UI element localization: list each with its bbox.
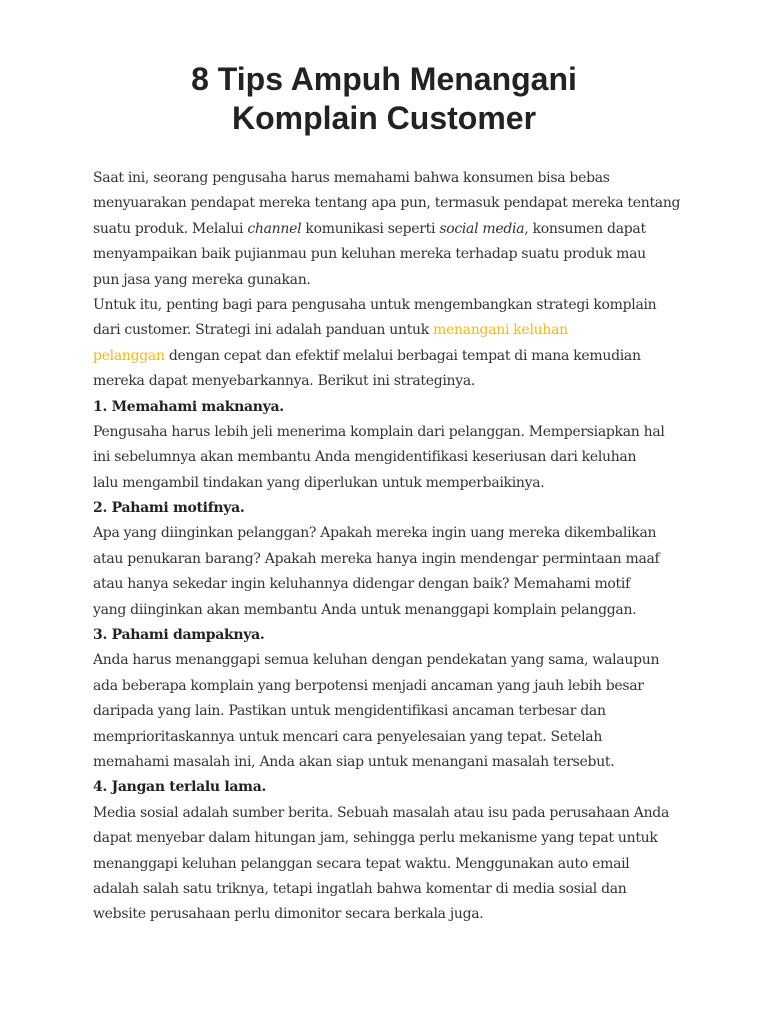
link-menangani-keluhan[interactable]: menangani keluhan	[433, 322, 568, 339]
text-line: memahami masalah ini, Anda akan siap untuk menangani masalah tersebut.	[93, 753, 615, 770]
text-line: website perusahaan perlu dimonitor secara berkala juga.	[93, 906, 484, 923]
text-line: Untuk itu, penting bagi para pengusaha untuk mengembangkan strategi komplain	[93, 296, 657, 313]
text-line: Anda harus menanggapi semua keluhan dengan pendekatan yang sama, walaupun	[93, 652, 660, 669]
text-line: atau hanya sekedar ingin keluhannya didengar dengan baik? Memahami motif	[93, 576, 630, 593]
tip-section	[93, 775, 693, 927]
title-line-1: 8 Tips Ampuh Menangani	[191, 61, 577, 97]
text-line: menyuarakan pendapat mereka tentang apa pun, termasuk pendapat mereka tentang	[93, 195, 681, 212]
link-pelanggan[interactable]: pelanggan	[93, 347, 165, 364]
text-line: menyampaikan baik pujianmau pun keluhan mereka terhadap suatu produk mau	[93, 246, 646, 263]
text-line: ada beberapa komplain yang berpotensi menjadi ancaman yang jauh lebih besar	[93, 677, 644, 694]
text-line	[93, 344, 693, 369]
text-line: memprioritaskannya untuk mencari cara penyelesaian yang tepat. Setelah	[93, 728, 603, 745]
text-line	[93, 318, 693, 343]
text-line: ini sebelumnya akan membantu Anda mengidentifikasi keseriusan dari keluhan	[93, 449, 637, 466]
emphasis-social-media: social media	[439, 220, 525, 237]
text-line: pun jasa yang mereka gunakan.	[93, 271, 311, 288]
intro-paragraph	[93, 166, 693, 293]
page-title	[92, 60, 676, 138]
text-segment: suatu produk. Melalui	[93, 220, 248, 237]
text-line: yang diinginkan akan membantu Anda untuk menanggapi komplain pelanggan.	[93, 601, 637, 618]
strategy-paragraph	[93, 293, 693, 395]
tip-section	[93, 496, 693, 623]
tip-section	[93, 623, 693, 775]
tip-section	[93, 395, 693, 497]
text-line: Pengusaha harus lebih jeli menerima komplain dari pelanggan. Mempersiapkan hal	[93, 423, 665, 440]
emphasis-channel: channel	[247, 220, 302, 237]
text-segment: dengan cepat dan efektif melalui berbagai tempat di mana kemudian	[164, 347, 641, 364]
text-line: Media sosial adalah sumber berita. Sebuah masalah atau isu pada perusahaan Anda	[93, 804, 670, 821]
tip-heading: 2. Pahami motifnya.	[93, 500, 245, 517]
text-line	[93, 217, 693, 242]
text-line: atau penukaran barang? Apakah mereka hanya ingin mendengar permintaan maaf	[93, 550, 660, 567]
title-line-2: Komplain Customer	[231, 100, 537, 136]
text-line: adalah salah satu triknya, tetapi ingatlah bahwa komentar di media sosial dan	[93, 880, 627, 897]
text-line: Saat ini, seorang pengusaha harus memahami bahwa konsumen bisa bebas	[93, 170, 610, 186]
text-line: mereka dapat menyebarkannya. Berikut ini strateginya.	[93, 373, 476, 390]
text-line: menanggapi keluhan pelanggan secara tepat waktu. Menggunakan auto email	[93, 855, 630, 872]
text-line: dapat menyebar dalam hitungan jam, sehingga perlu mekanisme yang tepat untuk	[93, 830, 658, 847]
tip-heading: 1. Memahami maknanya.	[93, 398, 284, 415]
tip-heading: 3. Pahami dampaknya.	[93, 627, 265, 644]
tip-heading: 4. Jangan terlalu lama.	[93, 779, 267, 796]
text-segment: komunikasi seperti	[301, 220, 440, 237]
text-line: daripada yang lain. Pastikan untuk mengidentifikasi ancaman terbesar dan	[93, 703, 606, 720]
article-body	[93, 166, 693, 928]
text-line: lalu mengambil tindakan yang diperlukan untuk memperbaikinya.	[93, 474, 545, 491]
text-line: Apa yang diinginkan pelanggan? Apakah mereka ingin uang mereka dikembalikan	[93, 525, 657, 542]
text-segment: dari customer. Strategi ini adalah panduan untuk	[93, 322, 434, 339]
text-segment: , konsumen dapat	[524, 220, 646, 237]
